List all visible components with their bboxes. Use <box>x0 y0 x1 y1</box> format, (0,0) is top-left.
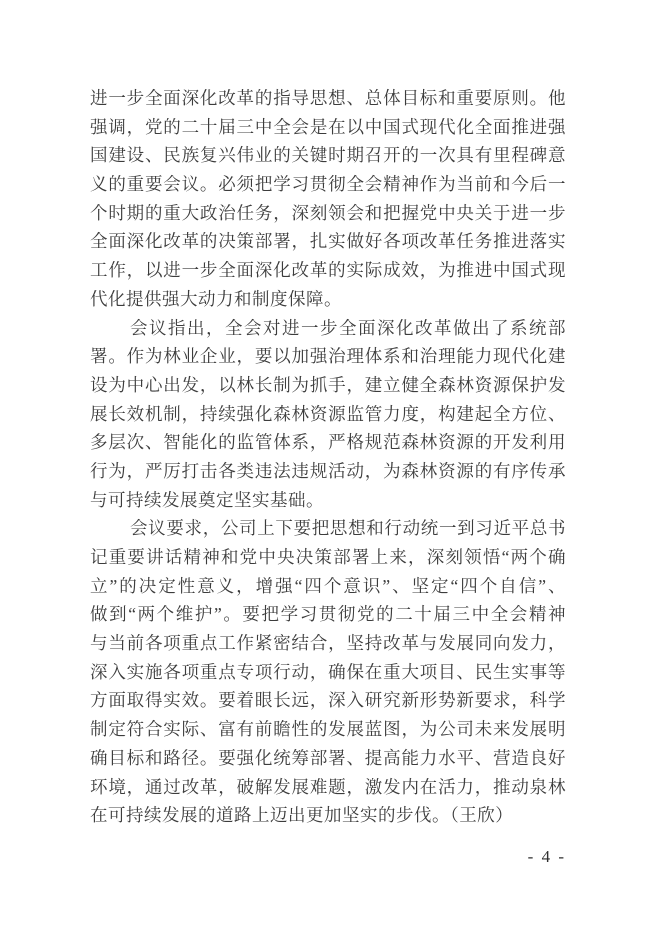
text-line: 记重要讲话精神和党中央决策部署上来，深刻领悟“两个确 <box>90 547 566 567</box>
text-line: 国建设、民族复兴伟业的关键时期召开的一次具有里程碑意 <box>90 145 566 166</box>
text-line: 方面取得实效。要着眼长远，深入研究新形势新要求，科学 <box>90 690 566 711</box>
text-line: 与当前各项重点工作紧密结合，坚持改革与发展同向发力， <box>90 633 566 654</box>
text-line: 展长效机制，持续强化森林资源监管力度，构建起全方位、 <box>90 403 566 424</box>
text-line: 环境，通过改革，破解发展难题，激发内在活力，推动泉林 <box>90 776 566 797</box>
text-line: 全面深化改革的决策部署，扎实做好各项改革任务推进落实 <box>90 231 566 252</box>
paragraph <box>90 314 566 515</box>
text-line: 多层次、智能化的监管体系，严格规范森林资源的开发利用 <box>90 432 566 453</box>
text-line: 进一步全面深化改革的指导思想、总体目标和重要原则。他 <box>90 88 566 108</box>
document-body <box>90 84 566 830</box>
text-line: 在可持续发展的道路上迈出更加坚实的步伐。（王欣） <box>90 805 514 826</box>
text-line: 会议要求，公司上下要把思想和行动统一到习近平总书 <box>130 518 566 539</box>
text-line: 与可持续发展奠定坚实基础。 <box>90 489 324 510</box>
text-line: 义的重要会议。必须把学习贯彻全会精神作为当前和今后一 <box>90 174 566 195</box>
text-line: 强调，党的二十届三中全会是在以中国式现代化全面推进强 <box>90 116 566 137</box>
text-line: 制定符合实际、富有前瞻性的发展蓝图，为公司未来发展明 <box>90 719 566 740</box>
text-line: 确目标和路径。要强化统筹部署、提高能力水平、营造良好 <box>90 747 566 768</box>
text-line: 设为中心出发，以林长制为抓手，建立健全森林资源保护发 <box>90 374 566 395</box>
text-line: 个时期的重大政治任务，深刻领会和把握党中央关于进一步 <box>90 202 566 223</box>
paragraph <box>90 514 566 830</box>
text-line: 做到“两个维护”。要把学习贯彻党的二十届三中全会精神 <box>90 604 566 625</box>
text-line: 代化提供强大动力和制度保障。 <box>90 288 342 309</box>
text-line: 立”的决定性意义，增强“四个意识”、坚定“四个自信”、 <box>90 575 566 596</box>
paragraph <box>90 84 566 314</box>
text-line: 工作，以进一步全面深化改革的实际成效，为推进中国式现 <box>90 260 566 281</box>
page-number: - 4 - <box>527 847 566 866</box>
text-line: 行为，严厉打击各类违法违规活动，为森林资源的有序传承 <box>90 460 566 481</box>
text-line: 署。作为林业企业，要以加强治理体系和治理能力现代化建 <box>90 346 566 367</box>
text-line: 深入实施各项重点专项行动，确保在重大项目、民生实事等 <box>90 661 566 682</box>
text-line: 会议指出，全会对进一步全面深化改革做出了系统部 <box>130 317 566 338</box>
